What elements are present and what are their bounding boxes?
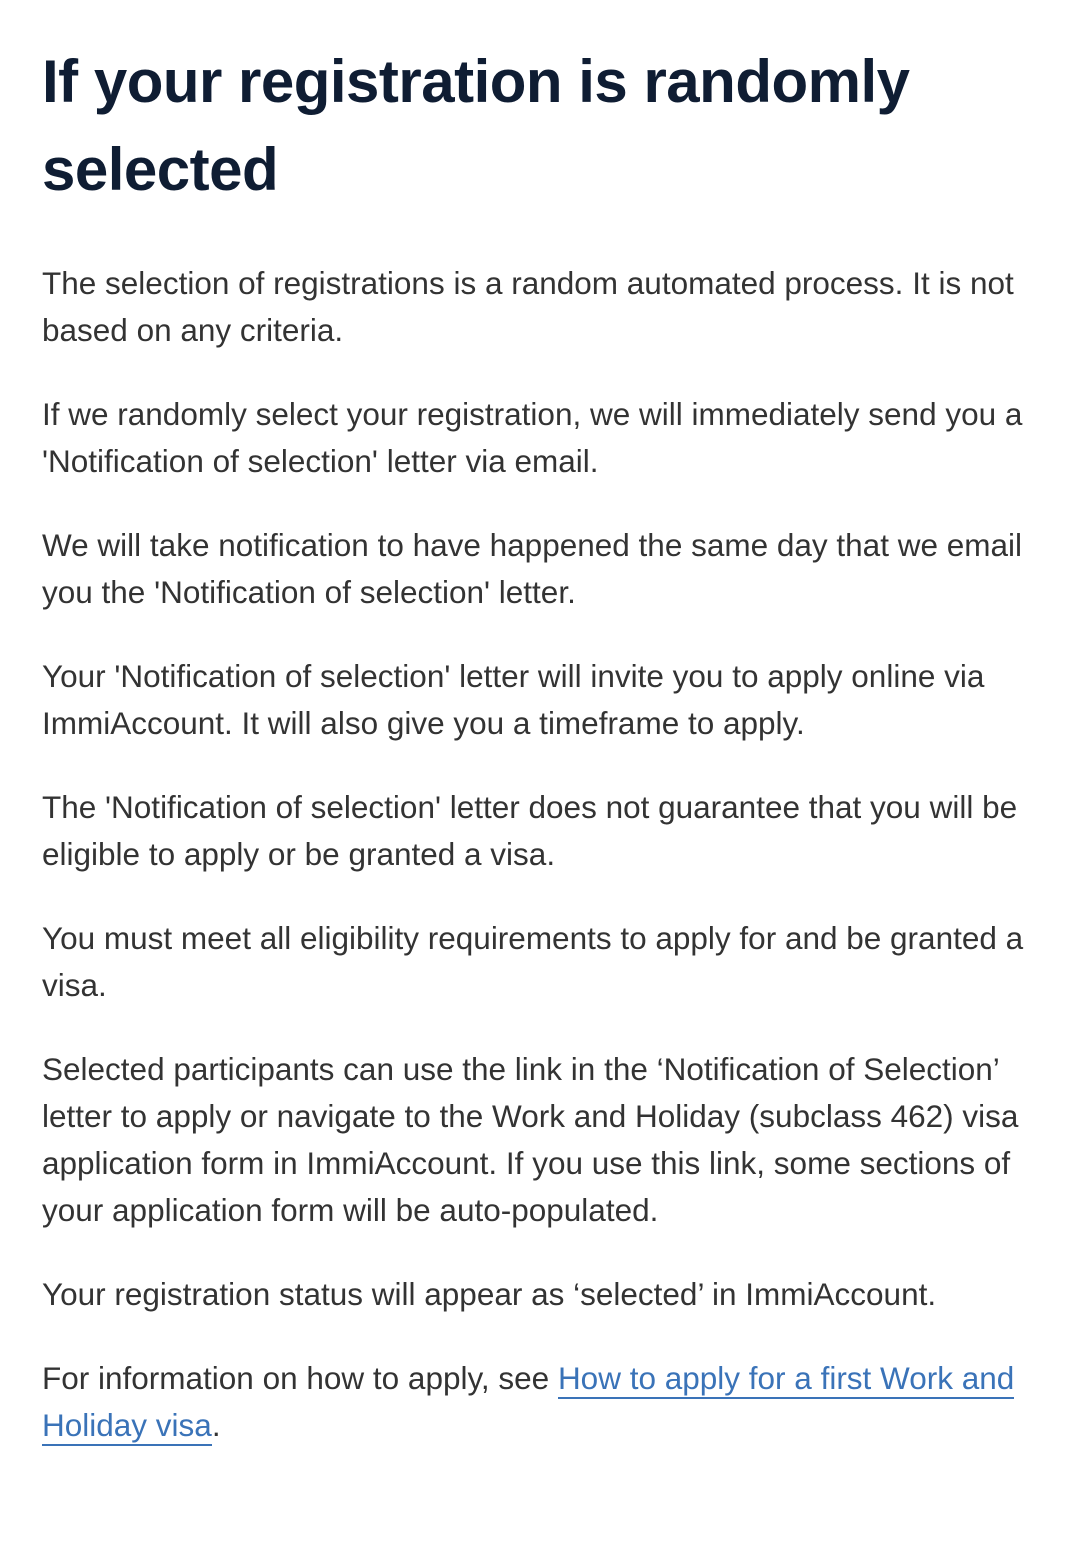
paragraph-selection-process: The selection of registrations is a random automated process. It is not based on any criteria.	[42, 265, 1014, 348]
article-content	[42, 38, 1042, 1486]
paragraph-notification-email: If we randomly select your registration, we will immediately send you a 'Notification of selection' letter via email.	[42, 396, 1023, 479]
paragraph-how-to-apply	[42, 1355, 1042, 1449]
how-to-apply-prefix: For information on how to apply, see	[42, 1360, 558, 1396]
how-to-apply-suffix: .	[211, 1407, 221, 1443]
paragraph-invite-apply: Your 'Notification of selection' letter will invite you to apply online via ImmiAccount. It will also give you a timeframe to apply.	[42, 658, 985, 741]
paragraph-selected-participants: Selected participants can use the link in the ‘Notification of Selection’ letter to apply or navigate to the Work and Holiday (subclass 462) visa application form in ImmiAccount. If you use this link, some sections of your application form will be auto-populated.	[42, 1051, 1019, 1228]
how-to-apply-link[interactable]: How to apply for a first Work and Holiday visa	[42, 1360, 1014, 1446]
paragraph-registration-status: Your registration status will appear as ‘selected’ in ImmiAccount.	[42, 1276, 937, 1312]
paragraph-no-guarantee: The 'Notification of selection' letter does not guarantee that you will be eligible to apply or be granted a visa.	[42, 789, 1018, 872]
paragraph-notification-date: We will take notification to have happened the same day that we email you the 'Notification of selection' letter.	[42, 527, 1022, 610]
paragraph-eligibility: You must meet all eligibility requirements to apply for and be granted a visa.	[42, 920, 1024, 1003]
page-title: If your registration is randomly selected	[42, 48, 910, 203]
